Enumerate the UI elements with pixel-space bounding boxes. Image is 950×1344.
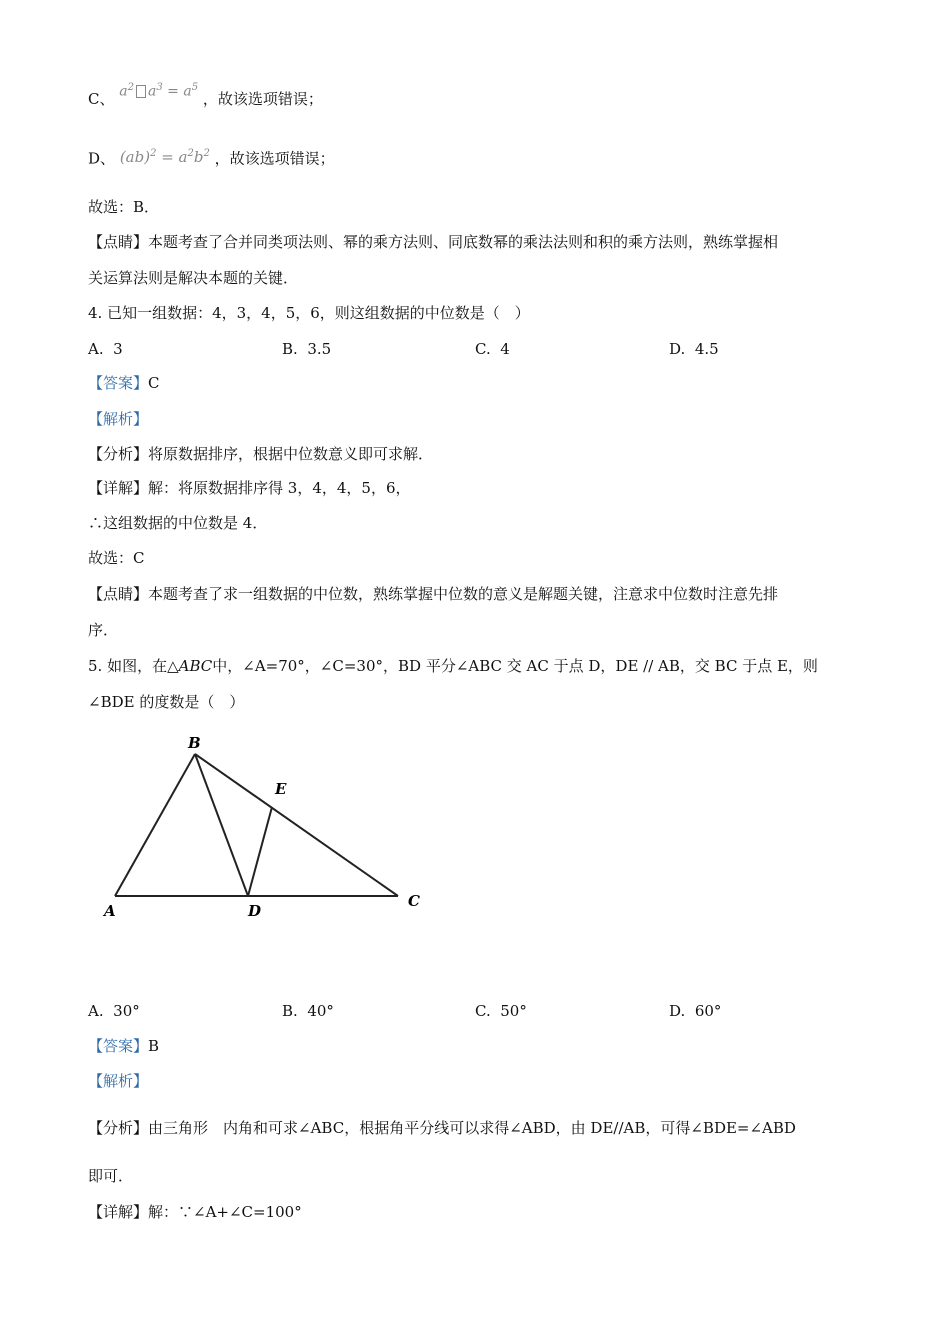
option-d-tail: ，故该选项错误； xyxy=(214,149,335,168)
q5-option-d: D. 60° xyxy=(669,1002,722,1020)
label-d: D xyxy=(248,902,262,920)
label-a: A xyxy=(104,902,116,920)
label-e: E xyxy=(275,780,287,798)
q3-comment-line2: 关运算法则是解决本题的关键． xyxy=(88,269,299,287)
segment-bc xyxy=(195,754,398,896)
q4-option-b: B. 3.5 xyxy=(282,340,332,358)
q5-option-b: B. 40° xyxy=(282,1002,334,1020)
q4-fenxi: 【分析】将原数据排序，根据中位数意义即可求解． xyxy=(88,445,434,463)
option-d-formula: $(ab)^2 = a^2b^2$ xyxy=(119,148,210,166)
label-b: B xyxy=(188,734,201,752)
q5-option-c: C. 50° xyxy=(475,1002,527,1020)
option-c-line xyxy=(88,82,323,112)
label-c: C xyxy=(408,892,420,910)
comment-tag: 【点睛】 xyxy=(88,233,149,251)
option-d-label: D、 xyxy=(88,149,116,168)
segment-ab xyxy=(115,754,195,896)
q5-fenxi-line2: 即可． xyxy=(88,1167,134,1185)
q4-option-d: D. 4.5 xyxy=(669,340,719,358)
q4-stem: 4. 已知一组数据：4，3，4，5，6，则这组数据的中位数是（ ） xyxy=(88,304,530,322)
q4-detail: 【详解】解：将原数据排序得 3，4，4，5，6， xyxy=(88,479,411,497)
q5-answer: 【答案】B xyxy=(88,1037,160,1055)
q5-detail: 【详解】解：∵∠A+∠C=100° xyxy=(88,1203,302,1221)
q4-analysis-tag: 【解析】 xyxy=(88,410,149,428)
segment-bd xyxy=(195,754,248,896)
q5-option-a: A. 30° xyxy=(88,1002,140,1020)
q4-therefore: ∴这组数据的中位数是 4． xyxy=(88,514,268,532)
q5-fenxi-line1: 【分析】由三角形 内角和可求∠ABC，根据角平分线可以求得∠ABD，由 DE//AB，可得∠BDE=∠ABD xyxy=(88,1119,796,1137)
q5-stem-line1: 5. 如图，在△ABC中，∠A=70°，∠C=30°，BD 平分∠ABC 交 AC 于点 D，DE // AB，交 BC 于点 E，则 xyxy=(88,657,818,675)
q4-option-a: A. 3 xyxy=(88,340,123,358)
triangle-figure xyxy=(100,728,440,928)
option-c-label: C、 xyxy=(88,89,115,108)
q4-choose: 故选：C xyxy=(88,549,145,567)
option-c-formula: $a^2$ $a^3 = a^5$ xyxy=(119,82,199,100)
missing-glyph-box xyxy=(136,85,146,98)
q4-comment-line1: 【点睛】本题考查了求一组数据的中位数，熟练掌握中位数的意义是解题关键，注意求中位数时注意先排 xyxy=(88,585,779,603)
answer-tag: 【答案】 xyxy=(88,374,149,392)
q4-answer: 【答案】C xyxy=(88,374,160,392)
q5-analysis-tag: 【解析】 xyxy=(88,1072,149,1090)
q3-comment-line1: 【点睛】本题考查了合并同类项法则、幂的乘方法则、同底数幂的乘法法则和积的乘方法则，熟练掌握相 xyxy=(88,233,779,251)
option-c-tail: ，故该选项错误； xyxy=(202,89,323,108)
q5-stem-line2: ∠BDE 的度数是（ ） xyxy=(88,693,245,711)
q4-option-c: C. 4 xyxy=(475,340,510,358)
q3-choose: 故选：B． xyxy=(88,198,160,216)
option-d-line xyxy=(88,148,335,171)
q4-comment-line2: 序． xyxy=(88,621,119,639)
segment-de xyxy=(248,807,272,896)
